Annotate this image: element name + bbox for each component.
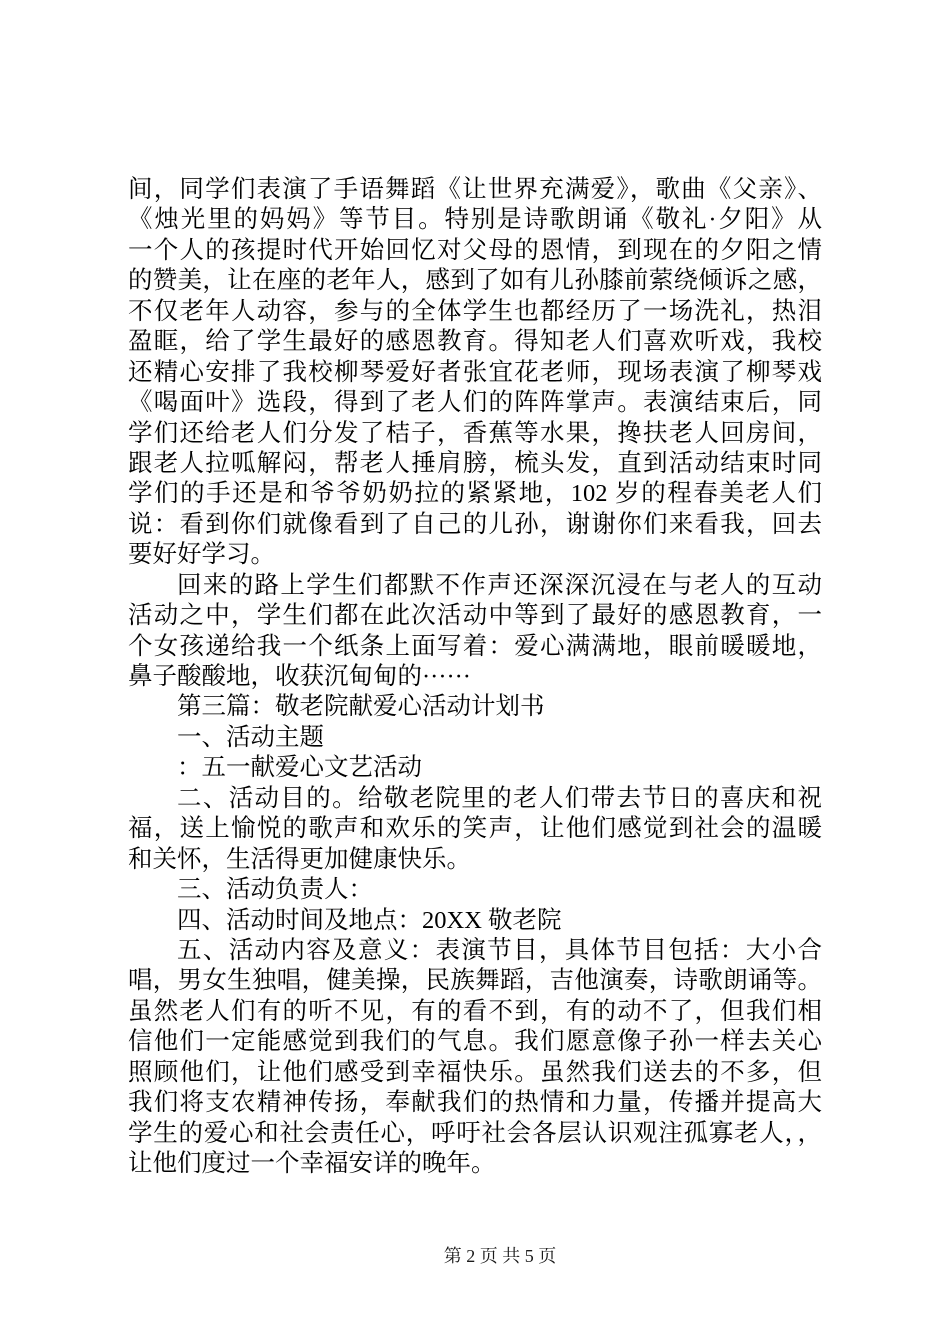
paragraph	[128, 571, 822, 693]
text-line: 盈眶，给了学生最好的感恩教育。得知老人们喜欢听戏，我校	[128, 328, 822, 356]
text-line: 间，同学们表演了手语舞蹈《让世界充满爱》，歌曲《父亲》、	[128, 176, 822, 203]
document-body	[128, 175, 822, 1179]
text-line: 福，送上愉悦的歌声和欢乐的笑声，让他们感觉到社会的温暖	[128, 815, 822, 843]
text-line: 虽然老人们有的听不见，有的看不到，有的动不了，但我们相	[128, 997, 822, 1025]
text-line: 鼻子酸酸地，收获沉甸甸的······	[128, 663, 471, 690]
text-line: 二、活动目的。给敬老院里的老人们带去节日的喜庆和祝	[177, 784, 822, 812]
text-line: 个女孩递给我一个纸条上面写着：爱心满满地，眼前暖暖地，	[128, 632, 822, 660]
text-line: 五、活动内容及意义：表演节目，具体节目包括：大小合	[177, 936, 822, 964]
text-line: 一、活动主题	[177, 723, 324, 751]
paragraph	[128, 692, 822, 722]
text-line: 跟老人拉呱解闷，帮老人捶肩膀，梳头发，直到活动结束时同	[128, 449, 822, 477]
text-line: 活动之中，学生们都在此次活动中等到了最好的感恩教育，一	[128, 602, 822, 630]
text-line: 学们的手还是和爷爷奶奶拉的紧紧地，102 岁的程春美老人们	[128, 480, 822, 508]
text-line: 三、活动负责人：	[177, 876, 373, 904]
text-line: ：五一献爱心文艺活动	[177, 754, 422, 782]
page-number-text: 第 2 页 共 5 页	[443, 1246, 557, 1266]
text-line: 让他们度过一个幸福安详的晚年。	[128, 1150, 496, 1177]
paragraph	[128, 753, 822, 783]
text-line: 唱，男女生独唱，健美操，民族舞蹈，吉他演奏，诗歌朗诵等。	[128, 967, 822, 995]
text-line: 照顾他们，让他们感受到幸福快乐。虽然我们送去的不多，但	[128, 1058, 822, 1086]
text-line: 信他们一定能感觉到我们的气息。我们愿意像子孙一样去关心	[128, 1028, 822, 1056]
text-line: 我们将支农精神传扬，奉献我们的热情和力量，传播并提高大	[128, 1089, 822, 1117]
paragraph	[128, 175, 822, 571]
text-line: 学们还给老人们分发了桔子，香蕉等水果，搀扶老人回房间，	[128, 419, 822, 447]
page-footer	[128, 1245, 822, 1267]
text-line: 和关怀，生活得更加健康快乐。	[128, 845, 471, 873]
text-line: 四、活动时间及地点：20XX 敬老院	[177, 906, 562, 934]
text-line: 回来的路上学生们都默不作声还深深沉浸在与老人的互动	[177, 571, 822, 599]
text-line: 说：看到你们就像看到了自己的儿孙，谢谢你们来看我，回去	[128, 510, 822, 538]
text-line: 不仅老年人动容，参与的全体学生也都经历了一场洗礼，热泪	[128, 297, 822, 325]
text-line: 还精心安排了我校柳琴爱好者张宜花老师，现场表演了柳琴戏	[128, 358, 822, 386]
text-line: 要好好学习。	[128, 541, 275, 569]
paragraph	[128, 936, 822, 1180]
paragraph	[128, 906, 822, 936]
paragraph	[128, 875, 822, 905]
text-line: 《烛光里的妈妈》等节目。特别是诗歌朗诵《敬礼·夕阳》从	[128, 206, 822, 234]
paragraph	[128, 784, 822, 875]
text-line: 一个人的孩提时代开始回忆对父母的恩情，到现在的夕阳之情	[128, 236, 822, 264]
text-line: 学生的爱心和社会责任心，呼吁社会各层认识观注孤寡老人，，	[128, 1119, 822, 1147]
paragraph	[128, 723, 822, 753]
text-line: 的赞美，让在座的老年人，感到了如有儿孙膝前萦绕倾诉之感，	[128, 267, 822, 295]
text-line: 《喝面叶》选段，得到了老人们的阵阵掌声。表演结束后，同	[128, 389, 822, 417]
text-line: 第三篇：敬老院献爱心活动计划书	[177, 693, 545, 721]
